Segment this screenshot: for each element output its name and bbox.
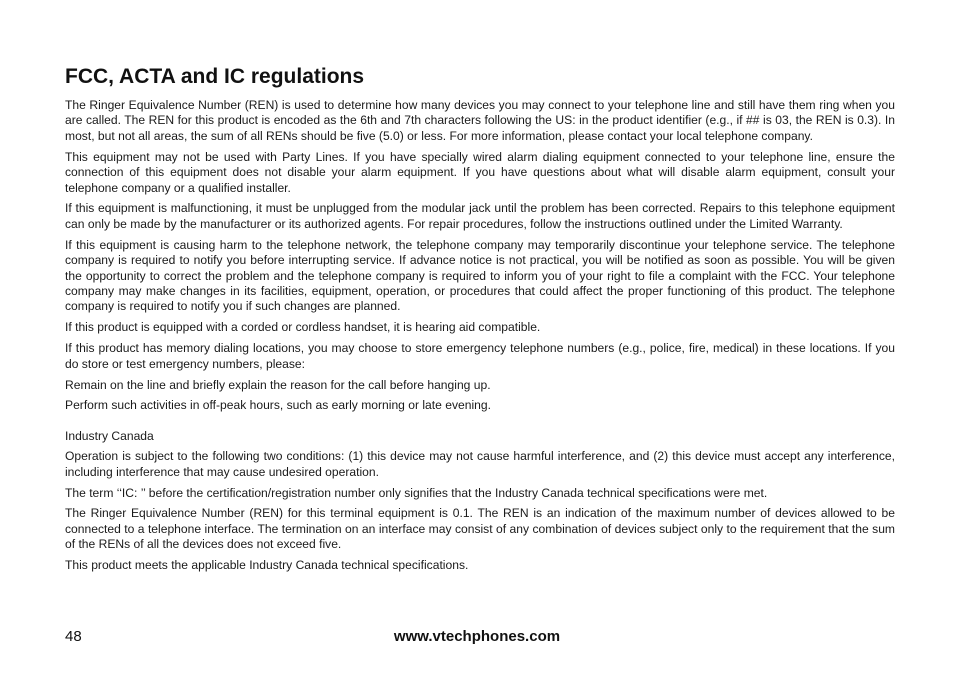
paragraph-network-harm: If this equipment is causing harm to the telephone network, the telephone company may temporarily discontinue your telephone service. The telephone company is required to notify you before interrupting service. If advance notice is not practical, you will be notified as soon as possible. You will be given the opportunity to correct the problem and the telephone company is required to inform you of your right to file a complaint with the FCC. Your telephone company may make changes in its facilities, equipment, operation, or procedures that could affect the proper functioning of this product. The telephone company is required to notify you if such changes are planned.	[65, 237, 895, 314]
paragraph-off-peak: Perform such activities in off-peak hours, such as early morning or late evening.	[65, 398, 491, 413]
paragraph-hearing-aid: If this product is equipped with a corded or cordless handset, it is hearing aid compatible.	[65, 320, 541, 335]
paragraph-malfunction: If this equipment is malfunctioning, it must be unplugged from the modular jack until the problem has been corrected. Repairs to this telephone equipment can only be made by the manufacturer or its authorized agents. For repair procedures, follow the instructions outlined under the Limited Warranty.	[65, 201, 895, 231]
paragraph-ic-ren: The Ringer Equivalence Number (REN) for this terminal equipment is 0.1. The REN is an indication of the maximum number of devices allowed to be connected to a telephone interface. The termination on an interface may consist of any combination of devices subject only to the requirement that the sum of the RENs of all the devices does not exceed five.	[65, 506, 895, 552]
paragraph-party-lines: This equipment may not be used with Party Lines. If you have specially wired alarm dialing equipment connected to your telephone line, ensure the connection of this equipment does not disable your alarm equipment. If you have questions about what will disable alarm equipment, consult your telephone company or a qualified installer.	[65, 149, 895, 195]
section-heading-industry-canada: Industry Canada	[65, 428, 154, 443]
page-title: FCC, ACTA and IC regulations	[65, 65, 365, 88]
paragraph-ic-term: The term ‘‘IC: ’’ before the certification/registration number only signifies that the Industry Canada technical specifications were met.	[65, 485, 768, 500]
paragraph-remain-on-line: Remain on the line and briefly explain the reason for the call before hanging up.	[65, 377, 491, 392]
paragraph-ren: The Ringer Equivalence Number (REN) is used to determine how many devices you may connect to your telephone line and still have them ring when you are called. The REN for this product is encoded as the 6th and 7th characters following the US: in the product identifier (e.g., if ## is 03, the REN is 0.3). In most, but not all areas, the sum of all RENs should be five (5.0) or less. For more information, please contact your local telephone company.	[65, 98, 895, 143]
paragraph-ic-specs: This product meets the applicable Industry Canada technical specifications.	[65, 558, 469, 573]
paragraph-memory-dialing: If this product has memory dialing locations, you may choose to store emergency telephone numbers (e.g., police, fire, medical) in these locations. If you do store or test emergency numbers, please:	[65, 341, 895, 371]
paragraph-ic-operation: Operation is subject to the following two conditions: (1) this device may not cause harmful interference, and (2) this device must accept any interference, including interference that may cause undesired operation.	[65, 449, 895, 479]
document-page	[65, 64, 895, 579]
footer-url: www.vtechphones.com	[393, 628, 561, 645]
page-number: 48	[65, 628, 82, 645]
